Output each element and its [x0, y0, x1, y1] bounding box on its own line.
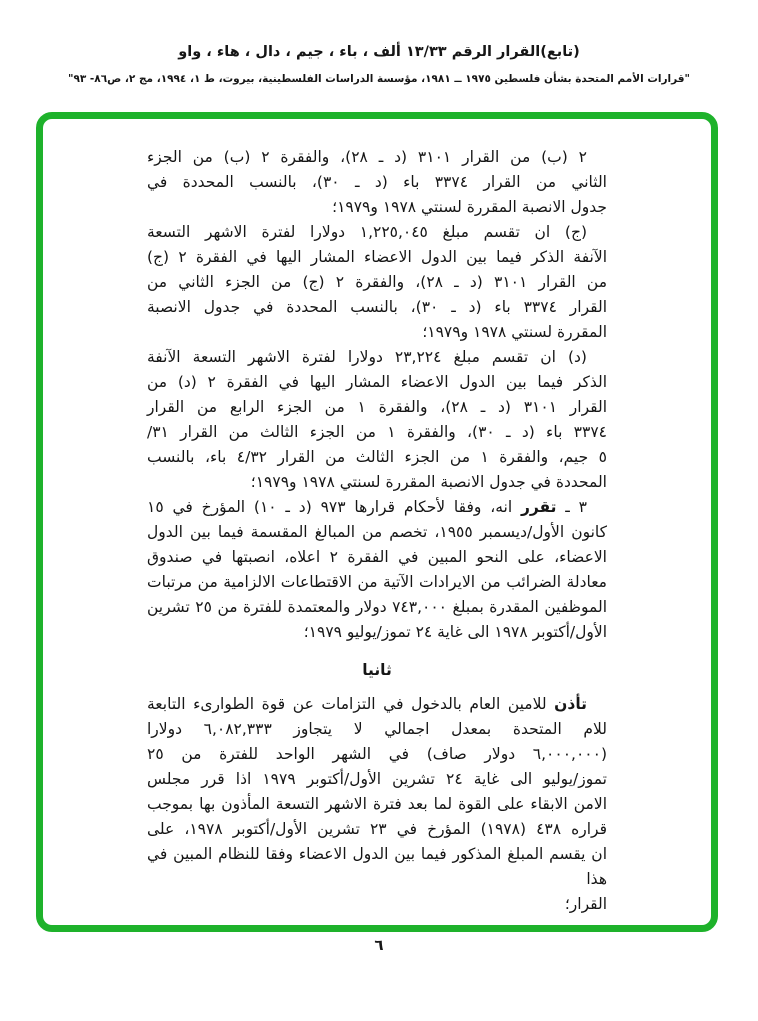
text-line: (د) ان تقسم مبلغ ٢٣,٢٢٤ دولارا لفترة الاشهر التسعة الآنفة — [147, 348, 587, 366]
text-line: معادلة الضرائب من الايرادات الآتية من الاقتطاعات الالزامية من مرتبات — [147, 573, 607, 591]
text-line: القرار؛ — [564, 895, 607, 913]
text-column — [147, 145, 607, 917]
page-number: ٦ — [374, 936, 384, 954]
text-line: كانون الأول/ديسمبر ١٩٥٥، تخصم من المبالغ المقسمة فيما بين الدول — [147, 523, 608, 541]
keyword-decides: تقرر — [520, 498, 557, 516]
text-line: تموز/يوليو الى غاية ٢٤ تشرين الأول/أكتوبر ١٩٧٩ اذا قرر مجلس — [147, 770, 607, 788]
text-line: ٥ جيم، والفقرة ١ من الجزء الثالث من القرار ٤/٣٢ باء، بالنسب — [147, 448, 607, 466]
text-line: ان يقسم المبلغ المذكور فيما بين الدول الاعضاء وفقا للنظام المبين في هذا — [147, 845, 607, 888]
keyword-authorizes: تأذن — [554, 695, 587, 713]
text-line: جدول الانصبة المقررة لسنتي ١٩٧٨ و١٩٧٩؛ — [332, 198, 607, 216]
text-line: من القرار ٣١٠١ (د ـ ٢٨)، والفقرة ٢ (ج) من الجزء الثاني من — [147, 273, 607, 291]
text-line: الثاني من القرار ٣٣٧٤ باء (د ـ ٣٠)، بالنسب المحددة في — [147, 173, 607, 191]
green-border-frame — [36, 112, 718, 932]
text-line: الاعضاء، على النحو المبين في الفقرة ٢ اعلاه، انصبتها في صندوق — [147, 548, 607, 566]
text-line: المحددة في جدول الانصبة المقررة لسنتي ١٩٧٨ و١٩٧٩؛ — [250, 473, 607, 491]
text-line: المقررة لسنتي ١٩٧٨ و١٩٧٩؛ — [422, 323, 607, 341]
text-line: ٢ (ب) من القرار ٣١٠١ (د ـ ٢٨)، والفقرة ٢ (ب) من الجزء — [147, 148, 587, 166]
source-citation: "قرارات الأمم المتحدة بشأن فلسطين ١٩٧٥ ــ ١٩٨١، مؤسسة الدراسات الفلسطينية، بيروت، ط ١، ١٩٩٤، مج ٢، ص٨٦- ٩٣" — [67, 73, 691, 85]
text-line — [147, 495, 607, 520]
resolution-title: (تابع)القرار الرقم ١٣/٣٣ ألف ، باء ، جيم ، دال ، هاء ، واو — [178, 44, 580, 60]
text-line — [147, 692, 607, 717]
text-line: قراره ٤٣٨ (١٩٧٨) المؤرخ في ٢٣ تشرين الأول/أكتوبر ١٩٧٨، على — [147, 820, 607, 838]
text-line: الآنفة الذكر فيما بين الدول الاعضاء المشار اليها في الفقرة ٢ (ج) — [147, 248, 608, 266]
text-line-segment: انه، وفقا لأحكام قرارها ٩٧٣ (د ـ ١٠) المؤرخ في ١٥ — [147, 498, 521, 516]
clause-number: ٣ ـ — [556, 498, 587, 516]
text-line-segment: للامين العام بالدخول في التزامات عن قوة الطوارىء التابعة — [147, 695, 555, 713]
text-line: (ج) ان تقسم مبلغ ١,٢٢٥,٠٤٥ دولارا لفترة الاشهر التسعة — [147, 223, 587, 241]
text-line: الامن الابقاء على القوة لما بعد فترة الاشهر التسعة المأذون بها بموجب — [147, 795, 607, 813]
text-line: الموظفين المقدرة بمبلغ ٧٤٣,٠٠٠ دولار والمعتمدة للفترة من ٢٥ تشرين — [147, 598, 607, 616]
section-heading: ثانيا — [362, 661, 392, 679]
text-line: الذكر فيما بين الدول الاعضاء المشار اليها في الفقرة ٢ (د) من — [147, 373, 607, 391]
text-line: القرار ٣٣٧٤ باء (د ـ ٣٠)، بالنسب المحددة في جدول الانصبة — [147, 298, 607, 316]
page-header — [0, 44, 758, 85]
text-line: القرار ٣١٠١ (د ـ ٢٨)، والفقرة ١ من الجزء الرابع من القرار — [147, 398, 607, 416]
text-line: للام المتحدة بمعدل اجمالي لا يتجاوز ٦,٠٨٢,٣٣٣ دولارا — [147, 720, 607, 738]
text-line: (٦,٠٠٠,٠٠٠ دولار صاف) في الشهر الواحد للفترة من ٢٥ — [147, 745, 607, 763]
text-line: ٣٣٧٤ باء (د ـ ٣٠)، والفقرة ١ من الجزء الثالث من القرار ٣١/ — [147, 423, 607, 441]
text-line: الأول/أكتوبر ١٩٧٨ الى غاية ٢٤ تموز/يوليو ١٩٧٩؛ — [303, 623, 607, 641]
